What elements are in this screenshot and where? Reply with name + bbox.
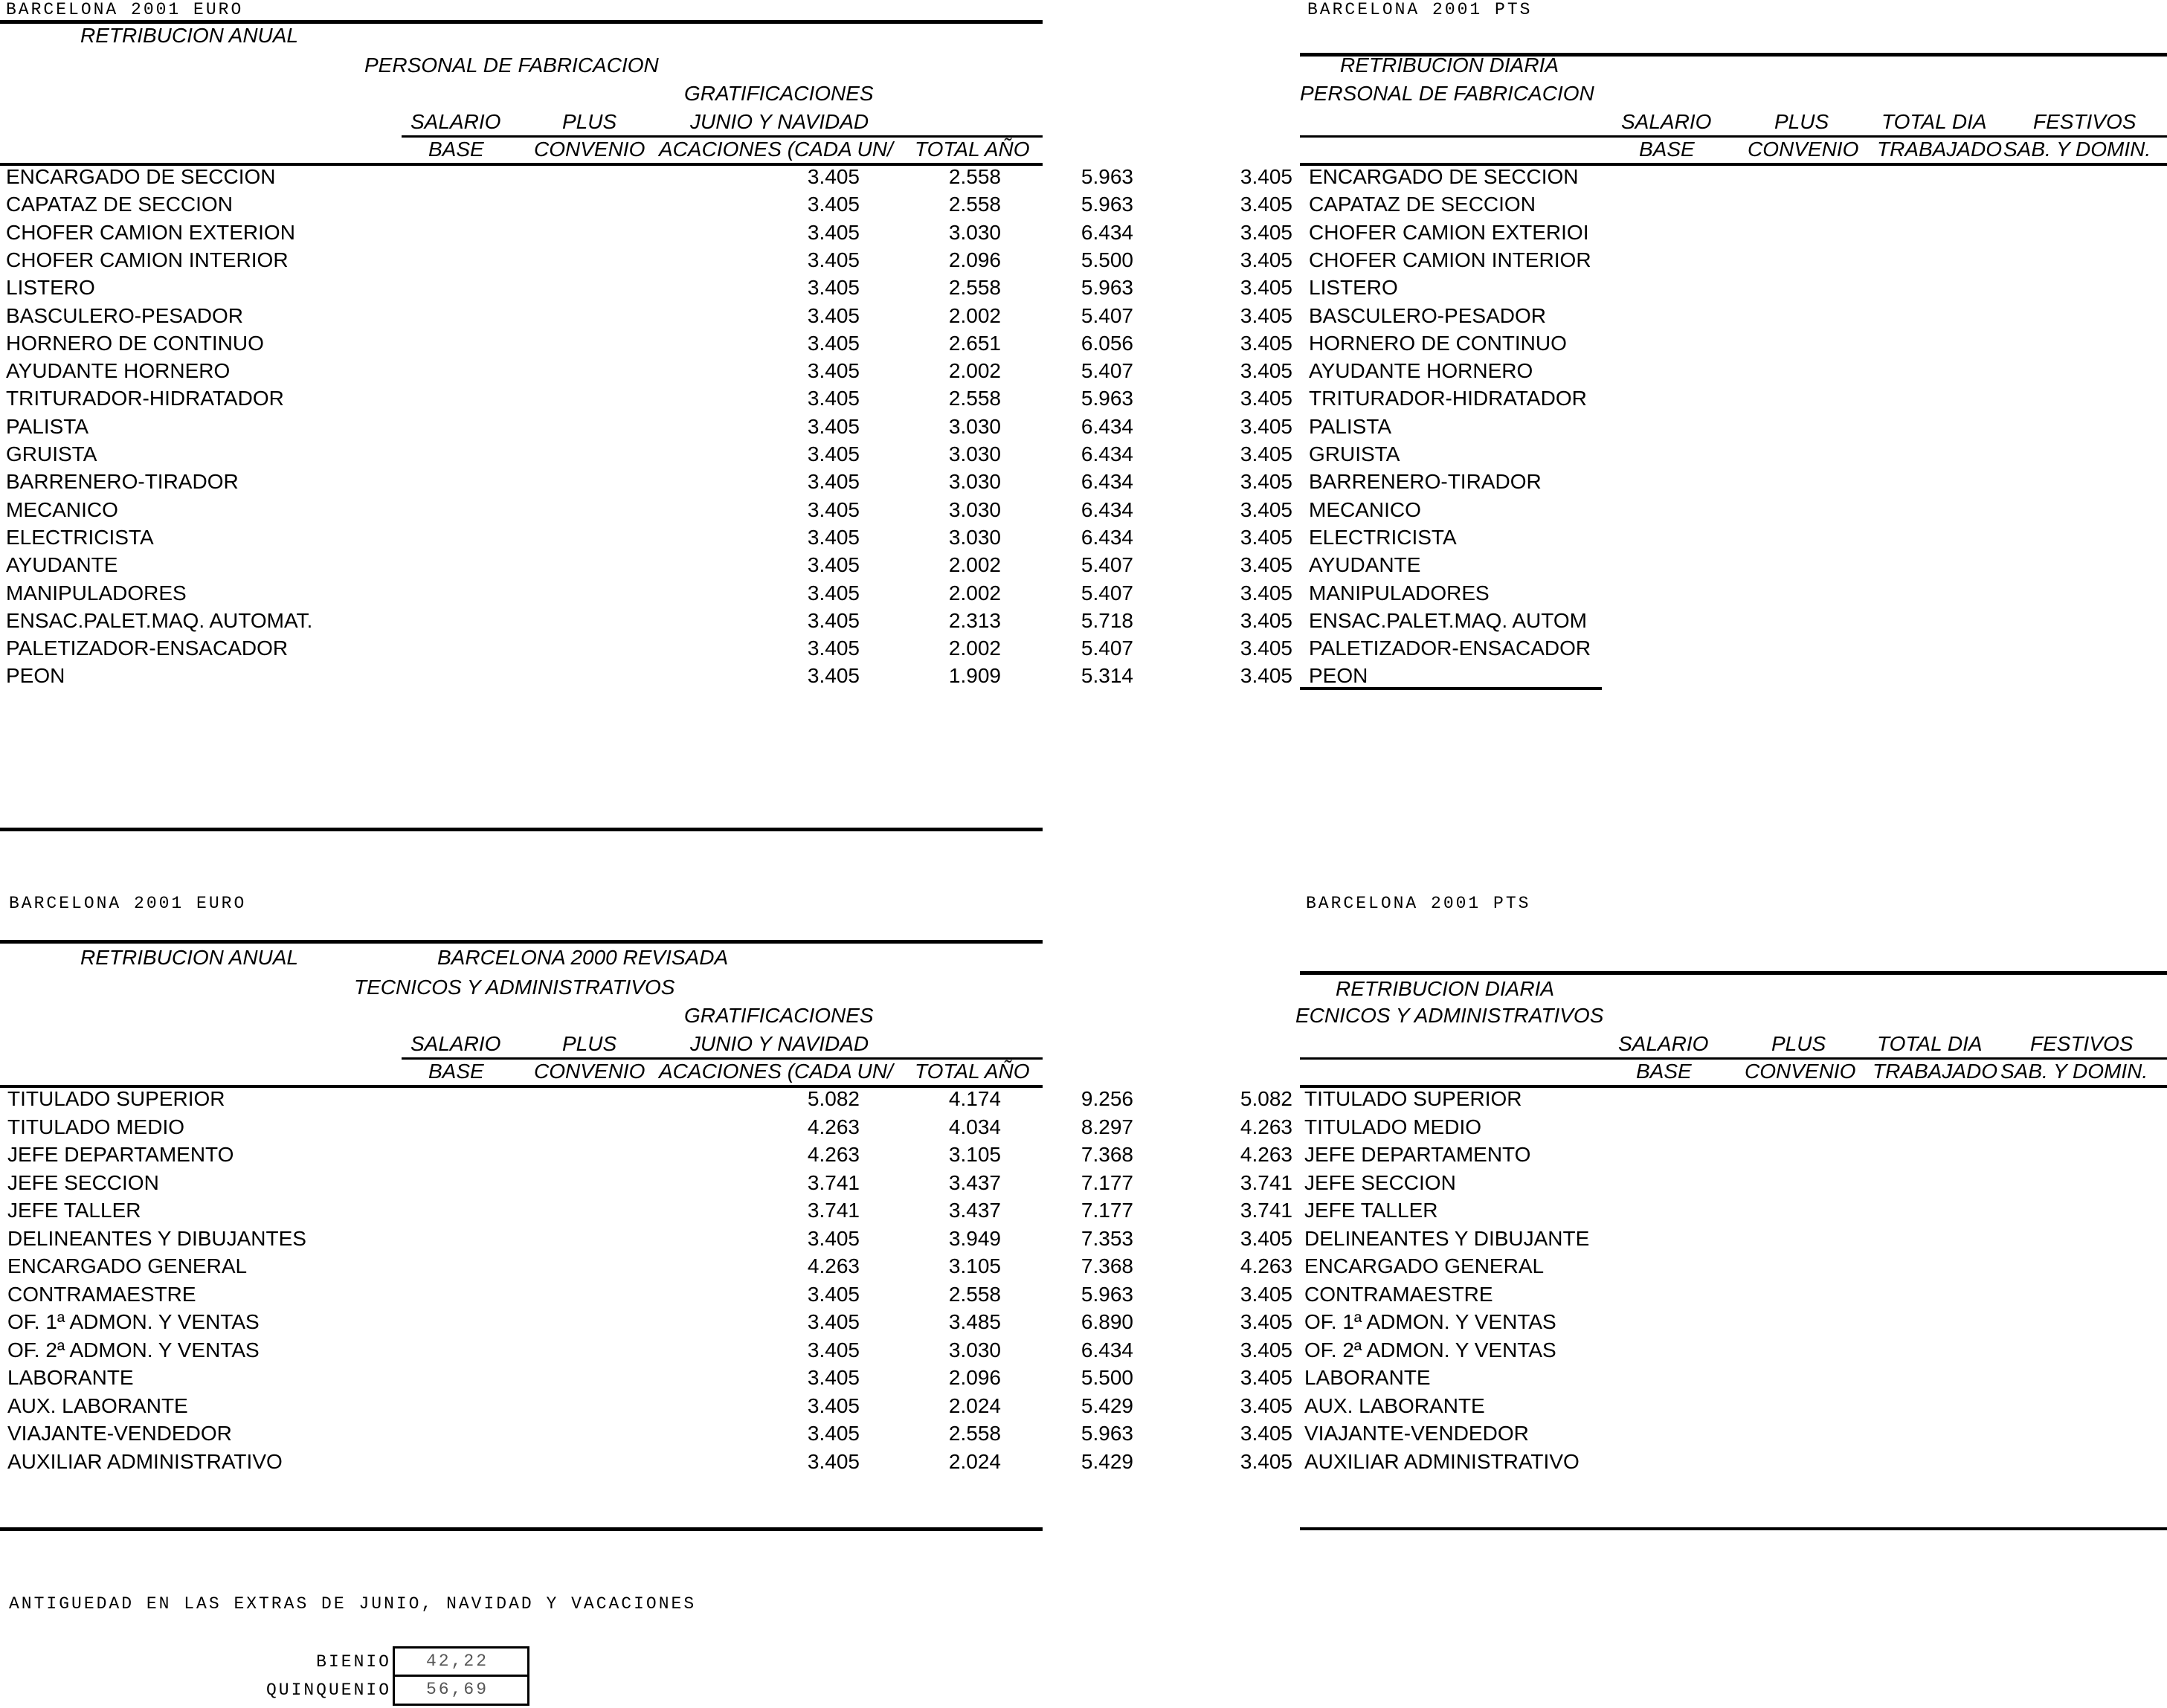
row-label: CAPATAZ DE SECCION	[1309, 193, 1536, 216]
row-label: PEON	[6, 664, 65, 688]
row-value: 4.174	[948, 1087, 1001, 1110]
row-label: ENCARGADO GENERAL	[7, 1254, 248, 1277]
q4-hdr-convenio: CONVENIO	[1745, 1060, 1856, 1083]
row-value: 3.949	[948, 1226, 1001, 1250]
q4-table	[807, 1087, 2167, 1481]
row-label: PEON	[1309, 664, 1368, 688]
row-label: VIAJANTE-VENDEDOR	[1304, 1422, 1529, 1445]
row-value: 3.405	[1240, 331, 1292, 355]
row-value: 7.368	[1081, 1143, 1133, 1166]
row-label: CHOFER CAMION EXTERION	[6, 220, 295, 244]
row-value: 2.002	[948, 303, 1001, 327]
q3-title2: BARCELONA 2000 REVISADA	[437, 946, 729, 969]
row-value: 6.434	[1081, 1338, 1133, 1361]
q2-hdr-plus: PLUS	[1774, 110, 1829, 133]
q2-subtitle: PERSONAL DE FABRICACION	[1300, 82, 1594, 105]
row-label: GRUISTA	[6, 442, 97, 465]
row-label: AYUDANTE HORNERO	[6, 359, 231, 383]
row-value: 3.405	[1240, 525, 1292, 549]
row-label: OF. 2ª ADMON. Y VENTAS	[1304, 1338, 1556, 1361]
row-value: 6.434	[1081, 220, 1133, 244]
row-value: 3.405	[1240, 1338, 1292, 1361]
row-value: 3.405	[1240, 387, 1292, 410]
q3-bottom-rule	[0, 1527, 1043, 1531]
row-value: 3.405	[807, 387, 860, 410]
row-label: TITULADO MEDIO	[1304, 1115, 1482, 1138]
row-label: JEFE TALLER	[1304, 1199, 1438, 1222]
row-value: 8.297	[1081, 1115, 1133, 1138]
row-value: 3.405	[807, 608, 860, 632]
q1-table	[0, 165, 1043, 700]
row-value: 3.741	[807, 1170, 860, 1194]
row-value: 7.368	[1081, 1254, 1133, 1277]
row-value: 2.558	[948, 276, 1001, 300]
row-value: 3.405	[1240, 1310, 1292, 1333]
row-value: 2.002	[948, 581, 1001, 605]
row-label: LISTERO	[6, 276, 95, 300]
q3-hdr-base: BASE	[428, 1060, 484, 1083]
row-value: 2.002	[948, 637, 1001, 660]
q3-hdr-grat2: JUNIO Y NAVIDAD	[690, 1032, 869, 1055]
row-label: BASCULERO-PESADOR	[1309, 303, 1546, 327]
q2-hdr-sab: SAB. Y DOMIN.	[2003, 138, 2151, 161]
row-value: 5.407	[1081, 637, 1133, 660]
row-label: OF. 2ª ADMON. Y VENTAS	[7, 1338, 260, 1361]
row-label: CONTRAMAESTRE	[7, 1282, 196, 1306]
row-value: 3.437	[948, 1199, 1001, 1222]
row-label: BARRENERO-TIRADOR	[6, 470, 239, 494]
row-value: 3.405	[807, 303, 860, 327]
row-value: 3.405	[1240, 1393, 1292, 1417]
q1-title: RETRIBUCION ANUAL	[80, 24, 299, 47]
bienio-label: BIENIO	[316, 1652, 391, 1672]
row-value: 5.500	[1081, 1366, 1133, 1389]
row-value: 3.105	[948, 1254, 1001, 1277]
row-value: 5.963	[1081, 193, 1133, 216]
row-value: 3.405	[1240, 414, 1292, 438]
row-label: ENCARGADO DE SECCION	[6, 165, 276, 188]
q3-hdr-plus: PLUS	[562, 1032, 617, 1055]
row-value: 5.082	[1240, 1087, 1292, 1110]
q1-hdr-convenio: CONVENIO	[534, 138, 645, 161]
row-value: 3.437	[948, 1170, 1001, 1194]
row-value: 4.263	[1240, 1254, 1292, 1277]
q1-caption: BARCELONA 2001 EURO	[6, 0, 244, 19]
row-value: 3.405	[1240, 470, 1292, 494]
row-value: 3.405	[807, 276, 860, 300]
row-value: 5.407	[1081, 303, 1133, 327]
q1-hdr-grat2: JUNIO Y NAVIDAD	[690, 110, 869, 133]
row-value: 4.263	[1240, 1115, 1292, 1138]
row-label: HORNERO DE CONTINUO	[6, 331, 264, 355]
row-value: 5.407	[1081, 359, 1133, 383]
row-value: 3.405	[1240, 359, 1292, 383]
row-label: CHOFER CAMION INTERIOR	[6, 248, 289, 271]
q2-title: RETRIBUCION DIARIA	[1340, 54, 1559, 77]
row-value: 5.314	[1081, 664, 1133, 688]
q4-hdr-salario: SALARIO	[1618, 1032, 1709, 1055]
q3-hdr-salario: SALARIO	[410, 1032, 501, 1055]
row-value: 5.407	[1081, 553, 1133, 577]
row-value: 2.096	[948, 248, 1001, 271]
row-value: 3.405	[1240, 637, 1292, 660]
q2-hdr-festivos: FESTIVOS	[2033, 110, 2137, 133]
row-value: 5.429	[1081, 1393, 1133, 1417]
row-label: ENCARGADO GENERAL	[1304, 1254, 1545, 1277]
q2-hdr-trabajado: TRABAJADO	[1877, 138, 2003, 161]
row-label: JEFE SECCION	[7, 1170, 159, 1194]
antiguedad-caption: ANTIGUEDAD EN LAS EXTRAS DE JUNIO, NAVIDAD Y VACACIONES	[9, 1594, 697, 1614]
row-value: 2.002	[948, 553, 1001, 577]
row-value: 3.405	[807, 637, 860, 660]
row-value: 3.405	[807, 525, 860, 549]
q4-hdr-plus: PLUS	[1771, 1032, 1826, 1055]
row-value: 2.313	[948, 608, 1001, 632]
q4-hdr-festivos: FESTIVOS	[2030, 1032, 2134, 1055]
row-value: 5.718	[1081, 608, 1133, 632]
quinquenio-label: QUINQUENIO	[265, 1680, 391, 1700]
bienio-value: 42,22	[426, 1651, 489, 1671]
row-value: 3.030	[948, 497, 1001, 521]
q1-hdr-salario: SALARIO	[410, 110, 501, 133]
row-label: JEFE SECCION	[1304, 1170, 1456, 1194]
row-value: 3.405	[807, 165, 860, 188]
row-label: MANIPULADORES	[1309, 581, 1490, 605]
row-value: 3.405	[1240, 608, 1292, 632]
row-value: 3.105	[948, 1143, 1001, 1166]
row-value: 2.651	[948, 331, 1001, 355]
row-label: GRUISTA	[1309, 442, 1400, 465]
q4-hdr-total: TOTAL DIA	[1877, 1032, 1983, 1055]
row-value: 3.405	[1240, 248, 1292, 271]
row-value: 2.558	[948, 165, 1001, 188]
row-value: 3.405	[1240, 1422, 1292, 1445]
q2-table	[807, 165, 2167, 700]
row-value: 3.405	[807, 193, 860, 216]
row-label: PALISTA	[1309, 414, 1392, 438]
row-value: 2.558	[948, 1422, 1001, 1445]
row-value: 7.353	[1081, 1226, 1133, 1250]
row-value: 3.405	[1240, 1449, 1292, 1473]
row-value: 7.177	[1081, 1170, 1133, 1194]
row-value: 5.963	[1081, 165, 1133, 188]
q3-hdr-convenio: CONVENIO	[534, 1060, 645, 1083]
q3-subtitle: TECNICOS Y ADMINISTRATIVOS	[354, 976, 675, 999]
row-value: 4.034	[948, 1115, 1001, 1138]
row-label: AYUDANTE	[6, 553, 118, 577]
row-label: JEFE TALLER	[7, 1199, 141, 1222]
row-label: AYUDANTE HORNERO	[1309, 359, 1533, 383]
row-value: 6.056	[1081, 331, 1133, 355]
row-value: 3.405	[807, 1393, 860, 1417]
q1-hdr-base: BASE	[428, 138, 484, 161]
row-value: 5.407	[1081, 581, 1133, 605]
row-value: 3.030	[948, 525, 1001, 549]
row-label: ENSAC.PALET.MAQ. AUTOMAT.	[6, 608, 313, 632]
row-value: 3.030	[948, 470, 1001, 494]
q3-top-rule	[0, 940, 1043, 944]
row-label: LABORANTE	[1304, 1366, 1431, 1389]
q2-hdr-total: TOTAL DIA	[1881, 110, 1987, 133]
q4-title: RETRIBUCION DIARIA	[1336, 977, 1555, 1000]
row-value: 3.485	[948, 1310, 1001, 1333]
row-label: BARRENERO-TIRADOR	[1309, 470, 1542, 494]
q4-hdr-trabajado: TRABAJADO	[1873, 1060, 1998, 1083]
q1-hdr-plus: PLUS	[562, 110, 617, 133]
row-value: 2.558	[948, 387, 1001, 410]
row-value: 2.558	[948, 1282, 1001, 1306]
bienio-box	[393, 1646, 529, 1678]
q4-hdr-sab: SAB. Y DOMIN.	[2000, 1060, 2148, 1083]
row-label: AUXILIAR ADMINISTRATIVO	[1304, 1449, 1580, 1473]
row-label: CAPATAZ DE SECCION	[6, 193, 233, 216]
row-value: 4.263	[807, 1143, 860, 1166]
row-value: 3.405	[1240, 553, 1292, 577]
row-label: MECANICO	[1309, 497, 1421, 521]
row-value: 3.405	[807, 331, 860, 355]
row-label: AUXILIAR ADMINISTRATIVO	[7, 1449, 283, 1473]
row-value: 3.741	[807, 1199, 860, 1222]
row-label: TRITURADOR-HIDRATADOR	[6, 387, 284, 410]
row-label: AYUDANTE	[1309, 553, 1421, 577]
row-value: 3.030	[948, 414, 1001, 438]
row-value: 5.429	[1081, 1449, 1133, 1473]
row-value: 5.963	[1081, 1282, 1133, 1306]
row-value: 2.024	[948, 1393, 1001, 1417]
row-value: 3.405	[1240, 193, 1292, 216]
row-value: 7.177	[1081, 1199, 1133, 1222]
row-value: 3.405	[807, 442, 860, 465]
q4-top-rule	[1300, 971, 2167, 975]
row-value: 6.434	[1081, 470, 1133, 494]
q2-hdr-convenio: CONVENIO	[1748, 138, 1859, 161]
row-value: 3.405	[807, 359, 860, 383]
row-value: 3.405	[807, 248, 860, 271]
row-value: 3.405	[1240, 220, 1292, 244]
row-value: 3.405	[1240, 664, 1292, 688]
q4-bottom-rule	[1300, 1527, 2167, 1530]
q4-subtitle: ECNICOS Y ADMINISTRATIVOS	[1295, 1004, 1604, 1027]
quinquenio-value: 56,69	[426, 1680, 489, 1699]
row-value: 3.405	[807, 497, 860, 521]
q1-hdr-total: TOTAL AÑO	[915, 138, 1030, 161]
row-value: 4.263	[1240, 1143, 1292, 1166]
row-label: DELINEANTES Y DIBUJANTE	[1304, 1226, 1590, 1250]
row-value: 3.405	[1240, 303, 1292, 327]
row-value: 5.963	[1081, 387, 1133, 410]
row-value: 6.434	[1081, 442, 1133, 465]
row-value: 3.405	[1240, 581, 1292, 605]
row-label: BASCULERO-PESADOR	[6, 303, 243, 327]
row-label: ENSAC.PALET.MAQ. AUTOM	[1309, 608, 1587, 632]
row-value: 3.405	[807, 1422, 860, 1445]
row-value: 3.405	[1240, 497, 1292, 521]
row-value: 3.405	[807, 1282, 860, 1306]
row-value: 3.030	[948, 220, 1001, 244]
q3-hdr-grat1: GRATIFICACIONES	[684, 1004, 874, 1027]
row-value: 3.405	[807, 1226, 860, 1250]
q3-caption: BARCELONA 2001 EURO	[9, 894, 247, 913]
row-label: PALETIZADOR-ENSACADOR	[6, 637, 289, 660]
row-label: DELINEANTES Y DIBUJANTES	[7, 1226, 306, 1250]
row-value: 6.434	[1081, 497, 1133, 521]
row-label: MANIPULADORES	[6, 581, 187, 605]
row-value: 2.558	[948, 193, 1001, 216]
row-label: TRITURADOR-HIDRATADOR	[1309, 387, 1587, 410]
q3-table	[0, 1087, 1043, 1481]
row-value: 3.405	[807, 1338, 860, 1361]
row-value: 5.500	[1081, 248, 1133, 271]
row-label: LABORANTE	[7, 1366, 134, 1389]
row-label: PALETIZADOR-ENSACADOR	[1309, 637, 1591, 660]
row-label: TITULADO SUPERIOR	[7, 1087, 225, 1110]
row-value: 3.405	[1240, 1226, 1292, 1250]
row-label: AUX. LABORANTE	[1304, 1393, 1485, 1417]
q3-hdr-total: TOTAL AÑO	[915, 1060, 1030, 1083]
q2-hdr-base: BASE	[1639, 138, 1695, 161]
row-label: ENCARGADO DE SECCION	[1309, 165, 1579, 188]
quinquenio-box	[393, 1675, 529, 1706]
row-label: ELECTRICISTA	[6, 525, 154, 549]
row-value: 5.082	[807, 1087, 860, 1110]
row-value: 3.405	[807, 664, 860, 688]
row-label: CONTRAMAESTRE	[1304, 1282, 1493, 1306]
row-label: MECANICO	[6, 497, 118, 521]
q1-subtitle: PERSONAL DE FABRICACION	[364, 54, 659, 77]
row-label: PALISTA	[6, 414, 89, 438]
row-label: ELECTRICISTA	[1309, 525, 1457, 549]
q1-hdr-grat1: GRATIFICACIONES	[684, 82, 874, 105]
row-value: 3.030	[948, 1338, 1001, 1361]
row-label: JEFE DEPARTAMENTO	[1304, 1143, 1531, 1166]
q2-caption: BARCELONA 2001 PTS	[1307, 0, 1533, 19]
row-value: 5.963	[1081, 276, 1133, 300]
row-label: LISTERO	[1309, 276, 1398, 300]
row-label: OF. 1ª ADMON. Y VENTAS	[1304, 1310, 1556, 1333]
row-value: 3.405	[807, 1310, 860, 1333]
row-value: 3.405	[807, 1366, 860, 1389]
row-value: 6.434	[1081, 525, 1133, 549]
row-value: 5.963	[1081, 1422, 1133, 1445]
row-value: 3.030	[948, 442, 1001, 465]
row-value: 3.741	[1240, 1170, 1292, 1194]
row-value: 6.434	[1081, 414, 1133, 438]
row-value: 3.405	[807, 470, 860, 494]
row-label: VIAJANTE-VENDEDOR	[7, 1422, 232, 1445]
row-value: 3.405	[807, 220, 860, 244]
q1-bottom-rule	[0, 828, 1043, 831]
row-value: 3.405	[1240, 442, 1292, 465]
row-value: 2.002	[948, 359, 1001, 383]
row-value: 9.256	[1081, 1087, 1133, 1110]
row-label: CHOFER CAMION EXTERIOI	[1309, 220, 1589, 244]
row-label: OF. 1ª ADMON. Y VENTAS	[7, 1310, 260, 1333]
row-value: 3.405	[807, 553, 860, 577]
q1-hdr-grat3: ACACIONES (CADA UN/	[659, 138, 893, 161]
row-value: 3.405	[807, 414, 860, 438]
row-value: 3.405	[1240, 1282, 1292, 1306]
row-label: JEFE DEPARTAMENTO	[7, 1143, 234, 1166]
row-value: 3.405	[1240, 165, 1292, 188]
row-value: 2.024	[948, 1449, 1001, 1473]
row-label: TITULADO SUPERIOR	[1304, 1087, 1522, 1110]
row-value: 3.405	[1240, 276, 1292, 300]
row-value: 3.405	[807, 1449, 860, 1473]
q3-hdr-grat3: ACACIONES (CADA UN/	[659, 1060, 893, 1083]
q2-bottom-rule	[1300, 687, 1602, 690]
row-value: 1.909	[948, 664, 1001, 688]
row-label: AUX. LABORANTE	[7, 1393, 188, 1417]
row-value: 4.263	[807, 1115, 860, 1138]
q2-hdr-salario: SALARIO	[1621, 110, 1712, 133]
row-label: HORNERO DE CONTINUO	[1309, 331, 1567, 355]
q4-caption: BARCELONA 2001 PTS	[1306, 894, 1531, 913]
row-label: TITULADO MEDIO	[7, 1115, 185, 1138]
row-value: 3.741	[1240, 1199, 1292, 1222]
row-value: 4.263	[807, 1254, 860, 1277]
row-value: 3.405	[1240, 1366, 1292, 1389]
row-label: CHOFER CAMION INTERIOR	[1309, 248, 1591, 271]
q3-title: RETRIBUCION ANUAL	[80, 946, 299, 969]
row-value: 6.890	[1081, 1310, 1133, 1333]
row-value: 3.405	[807, 581, 860, 605]
row-value: 2.096	[948, 1366, 1001, 1389]
q4-hdr-base: BASE	[1636, 1060, 1692, 1083]
